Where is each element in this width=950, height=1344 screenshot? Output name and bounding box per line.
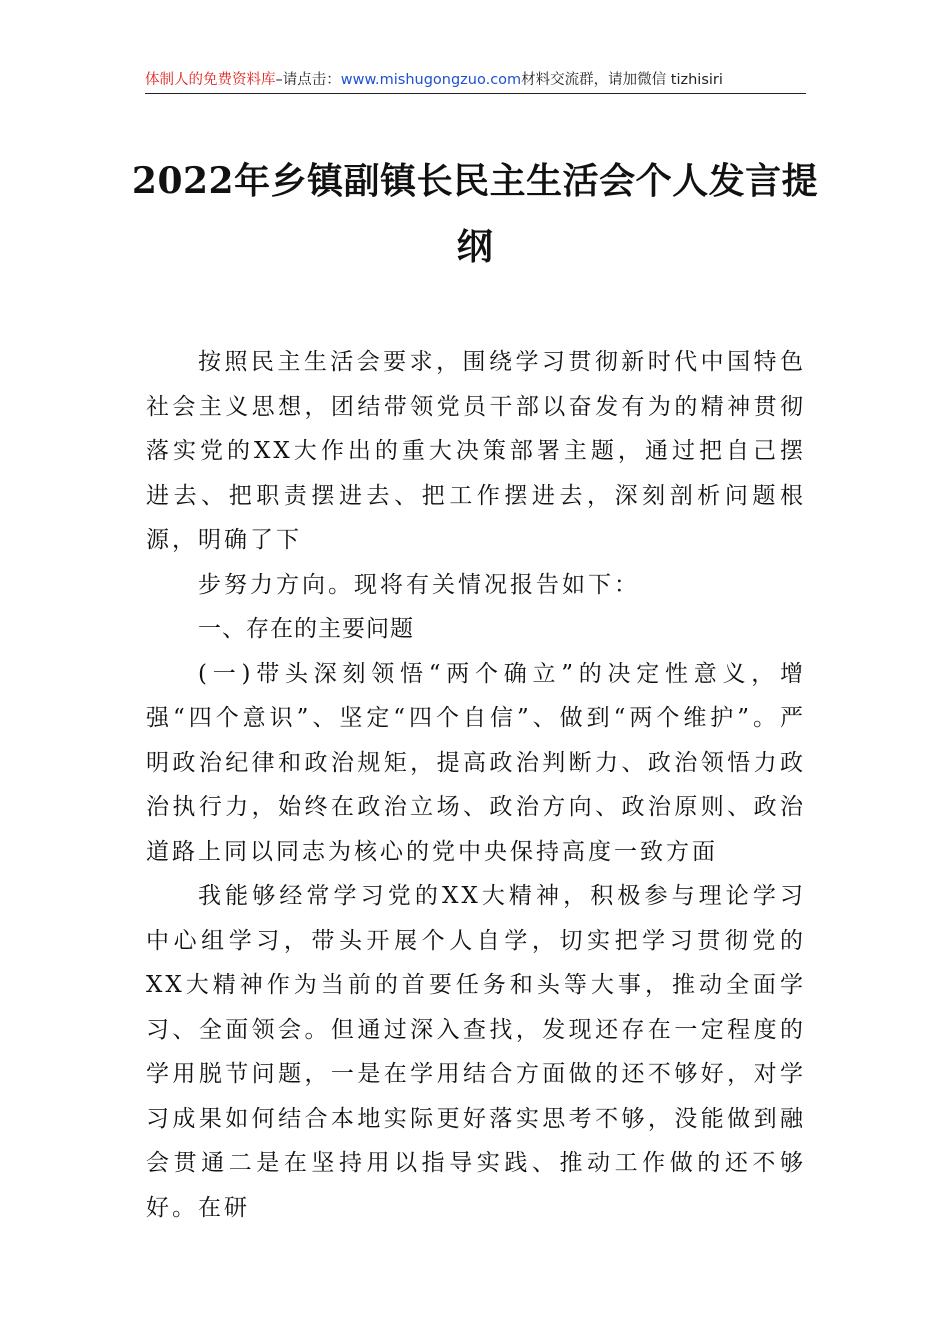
intro-continuation: 步努力方向。现将有关情况报告如下： [198, 571, 640, 598]
body-paragraph: 我能够经常学习党的XX大精神，积极参与理论学习中心组学习，带头开展个人自学，切实把学习贯彻党的XX大精神作为当前的首要任务和头等大事，推动全面学习、全面领会。但通过深入查找，发现还存在一定程度的学用脱节问题，一是在学用结合方面做的还不够好，对学习成果如何结合本地实际更好落实思考不够，没能做到融会贯通二是在坚持用以指导实践、推动工作做的还不够好。在研 [146, 883, 806, 1221]
section-heading: 一、存在的主要问题 [198, 616, 414, 642]
promo-site-name: 体制人的免费资料库 [145, 72, 276, 88]
subsection-heading: (一)带头深刻领悟“两个确立”的决定性意义，增强“四个意识”、坚定“四个自信”、做到“两个维护”。严明政治纪律和政治规矩，提高政治判断力、政治领悟力政治执行力，始终在政治立场、政治方向、政治原则、政治道路上同以同志为核心的党中央保持高度一致方面 [146, 660, 806, 865]
promo-header [145, 70, 806, 90]
header-divider [145, 93, 806, 94]
promo-url-link[interactable]: www.mishugongzuo.com [340, 72, 522, 88]
promo-click-hint: –请点击： [275, 72, 341, 88]
document-title: 2022年乡镇副镇长民主生活会个人发言提纲 [131, 160, 819, 268]
document-body [146, 340, 806, 1230]
promo-wechat-note: 材料交流群，请加微信 tizhisiri [521, 72, 723, 88]
intro-paragraph: 按照民主生活会要求，围绕学习贯彻新时代中国特色社会主义思想，团结带领党员干部以奋发有为的精神贯彻落实党的XX大作出的重大决策部署主题，通过把自己摆进去、把职责摆进去、把工作摆进去，深刻剖析问题根源，明确了下 [146, 349, 806, 553]
